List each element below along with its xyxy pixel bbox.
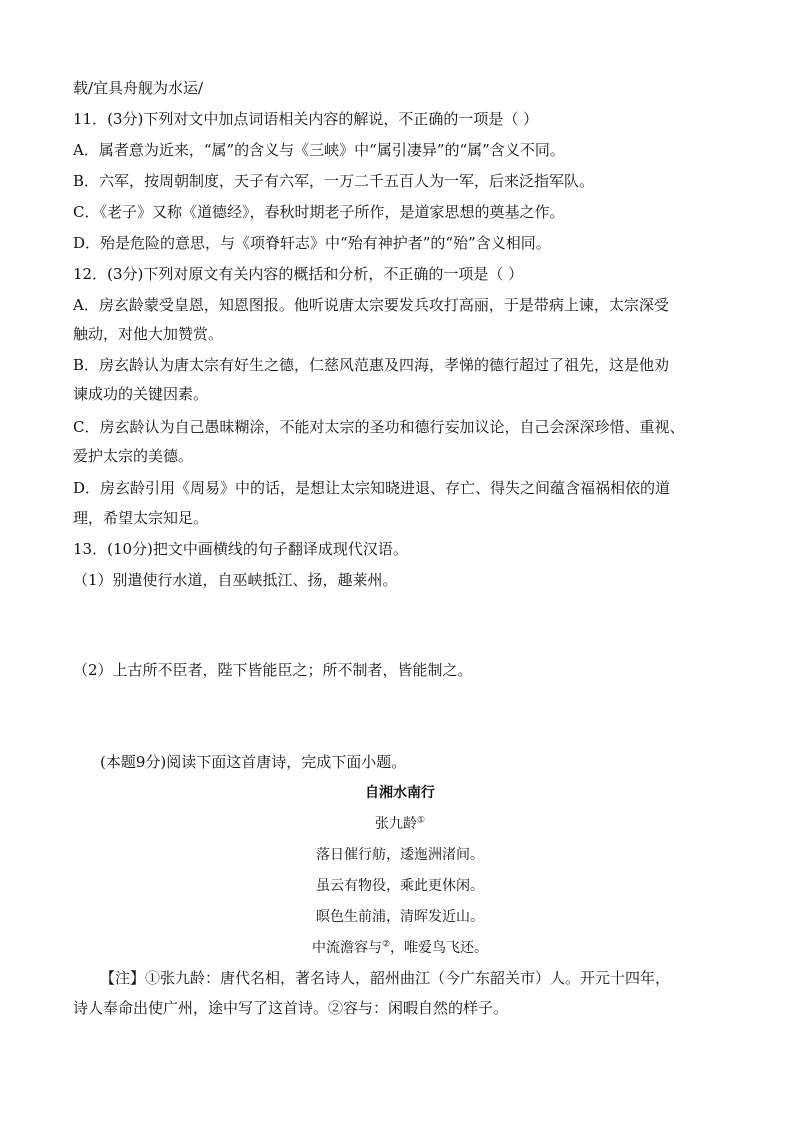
author-footnote-mark: ①	[416, 815, 426, 826]
q12-option-c-line2: 爱护太宗的美德。	[73, 447, 194, 465]
top-line: 载/宜具舟舰为水运/	[73, 79, 204, 97]
poem-title: 自湘水南行	[365, 785, 435, 801]
poem-line-2: 虽云有物役，乘此更休闲。	[316, 878, 484, 894]
note-line-1: 【注】①张九龄：唐代名相，著名诗人，韶州曲江（今广东韶关市）人。开元十四年，	[100, 969, 671, 987]
poem-line-3: 暝色生前浦，清晖发近山。	[316, 909, 484, 925]
author-name: 张九龄	[374, 816, 417, 832]
q12-option-c-line1: C．房玄龄认为自己愚昧糊涂，不能对太宗的圣功和德行妄加议论，自己会深深珍惜、重视、	[73, 418, 685, 436]
poem-author	[0, 814, 800, 834]
q12-option-d-line1: D．房玄龄引用《周易》中的话，是想让太宗知晓进退、存亡、得失之间蕴含福祸相依的道	[73, 479, 671, 497]
q12-option-d-line2: 理，希望太宗知足。	[73, 509, 209, 527]
q11-option-d: D．殆是危险的意思，与《项脊轩志》中“殆有神护者”的“殆”含义相同。	[73, 234, 551, 252]
q11-option-a: A．属者意为近来，“属”的含义与《三峡》中“属引凄异”的“属”含义不同。	[73, 141, 565, 159]
q11-option-b: B．六军，按周朝制度，天子有六军，一万二千五百人为一军，后来泛指军队。	[73, 172, 595, 190]
poem-line-4-part-b: ，唯爱鸟飞还。	[390, 940, 489, 956]
note-line-2: 诗人奉命出使广州，途中写了这首诗。②容与：闲暇自然的样子。	[73, 999, 509, 1017]
q12-option-a-line2: 触动，对他大加赞赏。	[73, 325, 224, 343]
q12-option-a-line1: A．房玄龄蒙受皇恩，知恩图报。他听说唐太宗要发兵攻打高丽，于是带病上谏，太宗深受	[73, 296, 669, 314]
q13-sentence-2: （2）上古所不臣者，陛下皆能臣之；所不制者，皆能制之。	[73, 661, 473, 679]
q12-stem: 12．(3分)下列对原文有关内容的概括和分析，不正确的一项是（ ）	[73, 265, 524, 283]
q13-stem: 13．(10分)把文中画横线的句子翻译成现代汉语。	[73, 540, 408, 558]
poem-line-4	[0, 938, 800, 958]
q12-option-b-line1: B．房玄龄认为唐太宗有好生之德，仁慈风范惠及四海，孝悌的德行超过了祖先，这是他劝	[73, 356, 670, 374]
poem-footnote-mark: ②	[381, 939, 391, 950]
q11-option-c: C．《老子》又称《道德经》，春秋时期老子所作，是道家思想的奠基之作。	[73, 203, 565, 221]
q13-sentence-1: （1）别遣使行水道，自巫峡抵江、扬，趣莱州。	[73, 571, 398, 589]
poem-line-4-part-a: 中流澹容与	[311, 940, 382, 956]
poem-line-1: 落日催行舫，逶迤洲渚间。	[316, 847, 484, 863]
section-intro: (本题9分)阅读下面这首唐诗，完成下面小题。	[100, 753, 407, 771]
q11-stem: 11．(3分)下列对文中加点词语相关内容的解说，不正确的一项是（ ）	[73, 110, 539, 128]
q12-option-b-line2: 谏成功的关键因素。	[73, 385, 209, 403]
